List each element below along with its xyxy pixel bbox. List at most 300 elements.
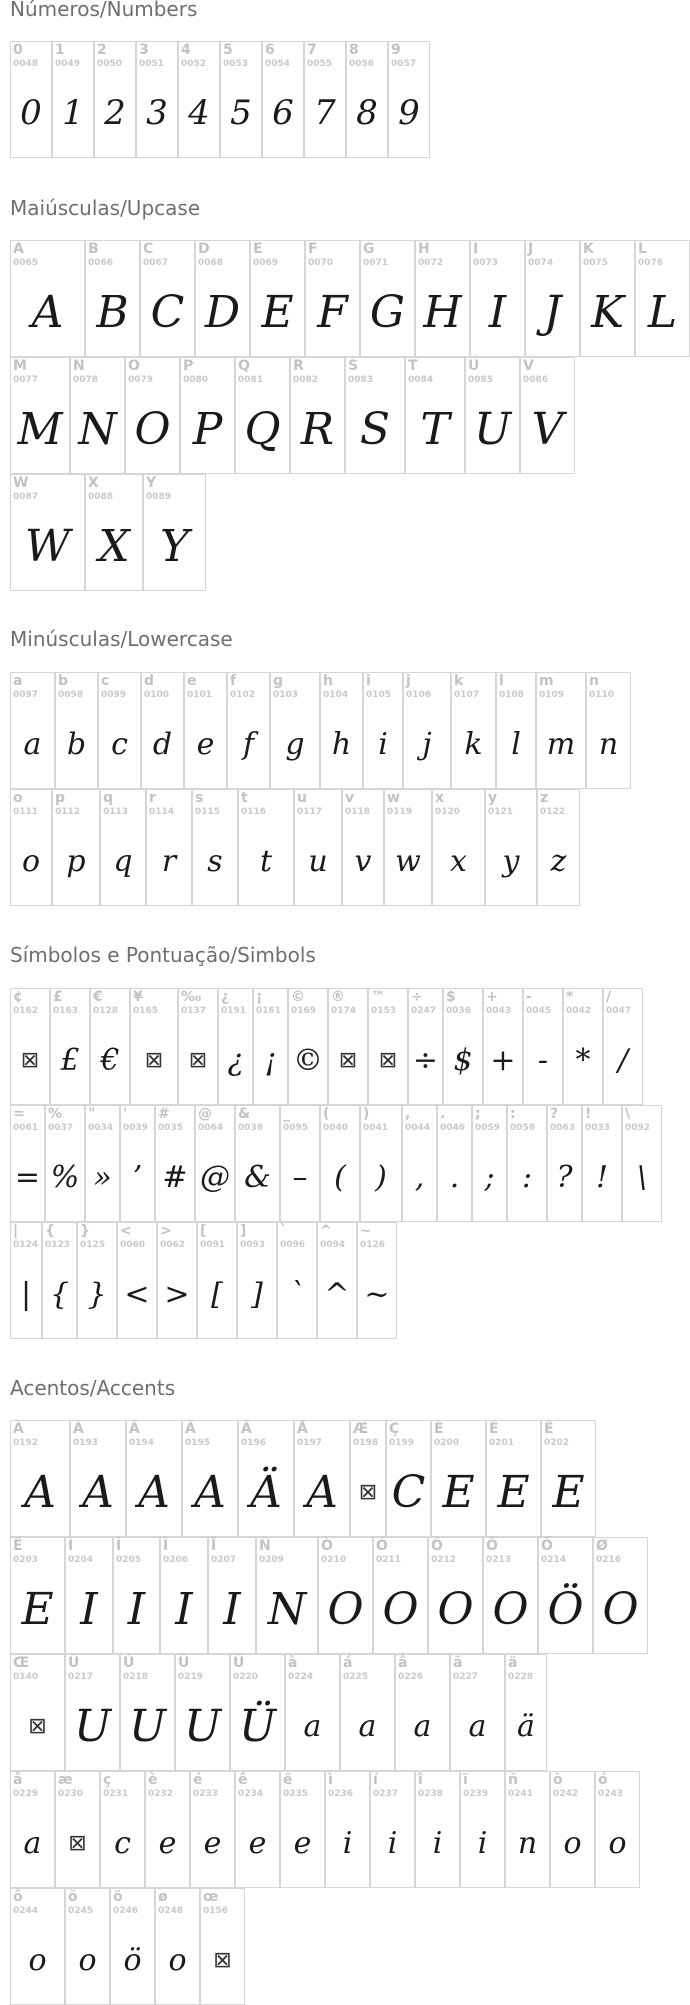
- glyph-sample: o: [21, 844, 41, 879]
- glyph-cell: [405, 357, 465, 474]
- glyph-cell: [195, 240, 250, 357]
- glyph-sample: U: [183, 1701, 222, 1752]
- glyph-cell: [328, 988, 368, 1105]
- glyph-sample: i: [378, 727, 388, 762]
- glyph-label: 7: [307, 42, 317, 58]
- glyph-code: 0162: [13, 1006, 39, 1016]
- glyph-sample: A: [194, 1467, 226, 1518]
- glyph-label: ä: [508, 1655, 518, 1671]
- glyph-cell: [541, 1420, 596, 1537]
- glyph-label: <: [120, 1223, 132, 1239]
- glyph-sample: E: [261, 287, 294, 338]
- glyph-sample: ö: [123, 1943, 142, 1978]
- glyph-label: G: [363, 241, 375, 257]
- glyph-code: 0241: [508, 1789, 534, 1799]
- glyph-label: Ç: [389, 1421, 400, 1437]
- glyph-cell: [373, 1537, 428, 1654]
- glyph-label: V: [523, 358, 534, 374]
- glyph-code: 0092: [625, 1123, 651, 1133]
- glyph-code: 0140: [13, 1672, 39, 1682]
- glyph-label: å: [13, 1772, 23, 1788]
- glyph-cell: [580, 240, 635, 357]
- glyph-sample: K: [591, 287, 624, 338]
- glyph-code: 0121: [488, 807, 514, 817]
- glyph-cell: [483, 1537, 538, 1654]
- glyph-cell: [155, 1888, 200, 2005]
- glyph-sample: A: [82, 1467, 114, 1518]
- glyph-label: Í: [116, 1538, 122, 1554]
- glyph-code: 0095: [283, 1123, 309, 1133]
- glyph-label: J: [528, 241, 534, 257]
- glyph-code: 0038: [238, 1123, 264, 1133]
- glyph-code: 0061: [13, 1123, 39, 1133]
- glyph-sample: o: [78, 1943, 97, 1978]
- glyph-label: H: [418, 241, 430, 257]
- glyph-label: I: [473, 241, 479, 257]
- glyph-code: 0091: [200, 1240, 226, 1250]
- glyph-label: n: [589, 673, 599, 689]
- glyph-label: Ê: [544, 1421, 554, 1437]
- glyph-cell: [227, 672, 270, 789]
- glyph-cell: [55, 1771, 100, 1888]
- glyph-cell: [10, 1771, 55, 1888]
- glyph-code: 0113: [103, 807, 129, 817]
- glyph-label: !: [585, 1106, 592, 1122]
- glyph-label: Ä: [241, 1421, 252, 1437]
- glyph-sample: ^: [324, 1277, 350, 1312]
- glyph-label: ™: [371, 989, 385, 1005]
- glyph-sample: ): [375, 1160, 387, 1195]
- glyph-cell: [55, 672, 98, 789]
- glyph-sample: c: [111, 727, 128, 762]
- glyph-cell: [125, 357, 180, 474]
- glyph-code: 0094: [320, 1240, 346, 1250]
- glyph-code: 0040: [323, 1123, 349, 1133]
- glyph-sample: e: [248, 1826, 267, 1861]
- glyph-sample: O: [327, 1584, 364, 1635]
- glyph-code: 0066: [88, 258, 114, 268]
- glyph-cell: [10, 789, 52, 906]
- glyph-code: 0200: [434, 1438, 460, 1448]
- missing-glyph-icon: ⊠: [378, 1048, 398, 1073]
- glyph-label: L: [638, 241, 647, 257]
- glyph-code: 0109: [539, 690, 565, 700]
- glyph-label: à: [288, 1655, 298, 1671]
- glyph-sample: #: [162, 1160, 188, 1195]
- glyph-sample: B: [96, 287, 129, 338]
- glyph-cell: [65, 1654, 120, 1771]
- glyph-code: 0060: [120, 1240, 146, 1250]
- glyph-cell: [184, 672, 227, 789]
- glyph-code: 0100: [144, 690, 170, 700]
- glyph-code: 0218: [123, 1672, 149, 1682]
- glyph-cell: [403, 672, 451, 789]
- glyph-sample: Q: [244, 404, 281, 455]
- glyph-cell: [85, 474, 143, 591]
- glyph-sample: N: [267, 1584, 307, 1635]
- glyph-cell: [126, 1420, 182, 1537]
- glyph-cell: [563, 988, 603, 1105]
- glyph-label: ô: [13, 1889, 23, 1905]
- glyph-code: 0083: [348, 375, 374, 385]
- glyph-cell: [178, 41, 220, 158]
- glyph-sample: e: [203, 1826, 222, 1861]
- glyph-label: ï: [463, 1772, 468, 1788]
- glyph-sample: i: [342, 1826, 353, 1861]
- glyph-sample: E: [442, 1467, 475, 1518]
- glyph-cell: [10, 672, 55, 789]
- glyph-code: 0111: [13, 807, 39, 817]
- glyph-label: ~: [360, 1223, 372, 1239]
- glyph-code: 0238: [418, 1789, 444, 1799]
- glyph-code: 0093: [240, 1240, 266, 1250]
- glyph-sample: p: [66, 844, 86, 879]
- missing-glyph-icon: ⊠: [68, 1831, 87, 1856]
- glyph-code: 0229: [13, 1789, 39, 1799]
- glyph-cell: [277, 1222, 317, 1339]
- glyph-label: Á: [73, 1421, 84, 1437]
- glyph-sample: @: [200, 1160, 230, 1195]
- glyph-label: z: [540, 790, 549, 806]
- glyph-cell: [180, 357, 235, 474]
- glyph-label: Q: [238, 358, 250, 374]
- glyph-cell: [42, 1222, 77, 1339]
- glyph-label: Ü: [233, 1655, 245, 1671]
- glyph-cell: [363, 672, 403, 789]
- glyph-sample: T: [420, 404, 450, 455]
- glyph-label: ø: [158, 1889, 168, 1905]
- glyph-code: 0114: [149, 807, 175, 817]
- glyph-cell: [175, 1654, 230, 1771]
- glyph-label: =: [13, 1106, 25, 1122]
- glyph-cell: [384, 789, 432, 906]
- glyph-label: 3: [139, 42, 149, 58]
- glyph-cell: [235, 1771, 280, 1888]
- glyph-cell: [143, 474, 206, 591]
- glyph-code: 0125: [80, 1240, 106, 1250]
- glyph-label: Î: [163, 1538, 169, 1554]
- missing-glyph-icon: ⊠: [20, 1048, 40, 1073]
- glyph-sample: g: [285, 727, 305, 762]
- glyph-cell: [431, 1420, 486, 1537]
- glyph-code: 0220: [233, 1672, 259, 1682]
- glyph-sample: »: [93, 1160, 112, 1195]
- glyph-sample: o: [168, 1943, 187, 1978]
- missing-glyph-icon: ⊠: [338, 1048, 358, 1073]
- glyph-code: 0080: [183, 375, 209, 385]
- glyph-cell: [368, 988, 408, 1105]
- glyph-label: â: [398, 1655, 408, 1671]
- glyph-cell: [10, 988, 50, 1105]
- glyph-cell: [386, 1420, 431, 1537]
- glyph-code: 0075: [583, 258, 609, 268]
- glyph-cell: [220, 41, 262, 158]
- glyph-cell: [505, 1771, 550, 1888]
- glyph-code: 0069: [253, 258, 279, 268]
- glyph-code: 0211: [376, 1555, 402, 1565]
- glyph-code: 0059: [475, 1123, 501, 1133]
- glyph-code: 0056: [349, 59, 375, 69]
- glyph-label: Ú: [123, 1655, 135, 1671]
- glyph-code: 0207: [211, 1555, 237, 1565]
- glyph-code: 0239: [463, 1789, 489, 1799]
- glyph-cell: [52, 41, 94, 158]
- glyph-sample: 5: [230, 93, 252, 133]
- glyph-code: 0219: [178, 1672, 204, 1682]
- glyph-label: .: [440, 1106, 446, 1122]
- glyph-sample: |: [20, 1277, 32, 1312]
- glyph-label: ¥: [133, 989, 143, 1005]
- glyph-sample: a: [23, 727, 42, 762]
- glyph-code: 0037: [48, 1123, 74, 1133]
- glyph-code: 0063: [550, 1123, 576, 1133]
- glyph-sample: ¿: [227, 1043, 244, 1078]
- glyph-cell: [155, 1105, 195, 1222]
- glyph-code: 0161: [256, 1006, 282, 1016]
- glyph-sample: O: [602, 1584, 639, 1635]
- glyph-label: €: [93, 989, 103, 1005]
- glyph-code: 0071: [363, 258, 389, 268]
- glyph-cell: [85, 240, 140, 357]
- glyph-cell: [65, 1537, 113, 1654]
- glyph-label: 5: [223, 42, 233, 58]
- glyph-code: 0054: [265, 59, 291, 69]
- glyph-sample: A: [24, 1467, 56, 1518]
- glyph-cell: [238, 1420, 294, 1537]
- glyph-label: r: [149, 790, 156, 806]
- glyph-cell: [290, 357, 345, 474]
- glyph-cell: [146, 789, 192, 906]
- glyph-cell: [288, 988, 328, 1105]
- glyph-cell: [402, 1105, 437, 1222]
- glyph-label: Å: [297, 1421, 308, 1437]
- glyph-code: 0246: [113, 1906, 139, 1916]
- glyph-cell: [428, 1537, 483, 1654]
- glyph-code: 0070: [308, 258, 334, 268]
- glyph-code: 0102: [230, 690, 256, 700]
- glyph-code: 0232: [148, 1789, 174, 1799]
- glyph-code: 0048: [13, 59, 39, 69]
- glyph-label: @: [198, 1106, 212, 1122]
- glyph-cell: [10, 41, 52, 158]
- glyph-code: 0236: [328, 1789, 354, 1799]
- glyph-cell: [317, 1222, 357, 1339]
- glyph-sample: –: [292, 1160, 308, 1195]
- glyph-code: 0072: [418, 258, 444, 268]
- missing-glyph-icon: ⊠: [28, 1714, 47, 1739]
- glyph-cell: [536, 672, 586, 789]
- glyph-sample: Y: [159, 521, 190, 572]
- glyph-code: 0194: [129, 1438, 155, 1448]
- glyph-label: +: [486, 989, 498, 1005]
- glyph-label: P: [183, 358, 194, 374]
- glyph-label: (: [323, 1106, 330, 1122]
- glyph-label: ë: [283, 1772, 293, 1788]
- glyph-label: Ñ: [259, 1538, 271, 1554]
- glyph-sample: 0: [20, 93, 42, 133]
- glyph-sample: €: [100, 1043, 120, 1078]
- glyph-cell: [230, 1654, 285, 1771]
- glyph-code: 0108: [499, 690, 525, 700]
- glyph-code: 0074: [528, 258, 554, 268]
- glyph-label: _: [283, 1106, 290, 1122]
- glyph-cell: [485, 789, 537, 906]
- glyph-code: 0224: [288, 1672, 314, 1682]
- glyph-sample: h: [331, 727, 352, 762]
- glyph-sample: ¡: [264, 1043, 277, 1078]
- glyph-cell: [432, 789, 485, 906]
- glyph-label: c: [101, 673, 110, 689]
- glyph-sample: a: [303, 1709, 322, 1744]
- glyph-code: 0067: [143, 258, 169, 268]
- glyph-label: é: [193, 1772, 203, 1788]
- glyph-sample: *: [575, 1043, 591, 1078]
- glyph-label: Â: [129, 1421, 140, 1437]
- missing-glyph-icon: ⊠: [358, 1480, 378, 1505]
- glyph-cell: [523, 988, 563, 1105]
- glyph-sample: (: [334, 1160, 346, 1195]
- glyph-label: ": [88, 1106, 96, 1122]
- glyph-code: 0052: [181, 59, 207, 69]
- glyph-code: 0244: [13, 1906, 39, 1916]
- glyph-code: 0216: [596, 1555, 622, 1565]
- glyph-sample: !: [595, 1160, 609, 1195]
- glyph-sample: +: [490, 1043, 516, 1078]
- glyph-code: 0112: [55, 807, 81, 817]
- glyph-cell: [550, 1771, 595, 1888]
- glyph-code: 0081: [238, 375, 264, 385]
- glyph-label: ¿: [221, 989, 230, 1005]
- glyph-sample: $: [453, 1043, 473, 1078]
- glyph-sample: I: [80, 1584, 98, 1635]
- glyph-label: Æ: [353, 1421, 369, 1437]
- glyph-label: `: [280, 1223, 287, 1239]
- glyph-code: 0137: [181, 1006, 207, 1016]
- glyph-label: ,: [405, 1106, 411, 1122]
- glyph-code: 0068: [198, 258, 224, 268]
- glyph-code: 0089: [146, 492, 172, 502]
- glyph-cell: [525, 240, 580, 357]
- glyph-label: d: [144, 673, 155, 689]
- glyph-code: 0035: [158, 1123, 184, 1133]
- glyph-label: {: [45, 1223, 55, 1239]
- glyph-label: t: [241, 790, 248, 806]
- glyph-sample: O: [492, 1584, 529, 1635]
- glyph-cell: [113, 1537, 160, 1654]
- glyph-sample: [: [211, 1277, 223, 1312]
- glyph-label: õ: [68, 1889, 78, 1905]
- glyph-cell: [505, 1654, 547, 1771]
- glyph-cell: [360, 1105, 402, 1222]
- glyph-cell: [141, 672, 184, 789]
- glyph-code: 0243: [598, 1789, 624, 1799]
- glyph-code: 0044: [405, 1123, 431, 1133]
- glyph-label: /: [606, 989, 612, 1005]
- glyph-cell: [345, 357, 405, 474]
- glyph-code: 0192: [13, 1438, 39, 1448]
- glyph-label: ñ: [508, 1772, 518, 1788]
- glyph-label: ): [363, 1106, 370, 1122]
- glyph-label: K: [583, 241, 594, 257]
- glyph-label: ©: [291, 989, 305, 1005]
- glyph-sample: }: [87, 1277, 107, 1312]
- glyph-cell: [85, 1105, 120, 1222]
- glyph-code: 0110: [589, 690, 615, 700]
- glyph-code: 0107: [454, 690, 480, 700]
- glyph-cell: [270, 672, 320, 789]
- glyph-code: 0124: [13, 1240, 39, 1250]
- glyph-code: 0199: [389, 1438, 415, 1448]
- glyph-code: 0193: [73, 1438, 99, 1448]
- glyph-sample: i: [477, 1826, 488, 1861]
- glyph-label: œ: [203, 1889, 219, 1905]
- glyph-sample: t: [259, 844, 273, 879]
- glyph-cell: [395, 1654, 450, 1771]
- glyph-code: 0123: [45, 1240, 71, 1250]
- glyph-sample: x: [450, 844, 467, 879]
- missing-glyph-icon: ⊠: [188, 1048, 208, 1073]
- glyph-code: 0106: [406, 690, 432, 700]
- glyph-code: 0165: [133, 1006, 159, 1016]
- glyph-label: j: [406, 673, 411, 689]
- glyph-cell: [520, 357, 575, 474]
- glyph-sample: A: [138, 1467, 170, 1518]
- glyph-code: 0096: [280, 1240, 306, 1250]
- glyph-label: ò: [553, 1772, 563, 1788]
- glyph-label: Ó: [376, 1538, 388, 1554]
- glyph-cell: [250, 240, 305, 357]
- glyph-code: 0046: [440, 1123, 466, 1133]
- glyph-label: %: [48, 1106, 63, 1122]
- glyph-sample: n: [517, 1826, 538, 1861]
- glyph-code: 0201: [489, 1438, 515, 1448]
- glyph-cell: [45, 1105, 85, 1222]
- glyph-code: 0049: [55, 59, 81, 69]
- glyph-label: E: [253, 241, 263, 257]
- glyph-code: 0053: [223, 59, 249, 69]
- glyph-code: 0104: [323, 690, 349, 700]
- glyph-code: 0058: [510, 1123, 536, 1133]
- glyph-cell: [120, 1654, 175, 1771]
- glyph-code: 0242: [553, 1789, 579, 1799]
- glyph-sample: a: [23, 1826, 42, 1861]
- glyph-sample: ÷: [412, 1043, 439, 1078]
- glyph-code: 0214: [541, 1555, 567, 1565]
- glyph-label: Û: [178, 1655, 190, 1671]
- glyph-sample: 3: [146, 93, 168, 133]
- glyph-cell: [415, 240, 470, 357]
- glyph-sample: 6: [272, 93, 294, 133]
- glyph-cell: [190, 1771, 235, 1888]
- glyph-sample: d: [152, 727, 173, 762]
- glyph-code: 0119: [387, 807, 413, 817]
- glyph-cell: [10, 1105, 45, 1222]
- glyph-sample: %: [50, 1160, 80, 1195]
- glyph-cell: [70, 1420, 126, 1537]
- glyph-code: 0116: [241, 807, 267, 817]
- glyph-cell: [285, 1654, 340, 1771]
- glyph-cell: [253, 988, 288, 1105]
- glyph-sample: I: [223, 1584, 241, 1635]
- glyph-cell: [486, 1420, 541, 1537]
- glyph-label: ®: [331, 989, 345, 1005]
- glyph-cell: [10, 1222, 42, 1339]
- glyph-sample: a: [358, 1709, 377, 1744]
- glyph-sample: .: [449, 1160, 460, 1195]
- glyph-cell: [294, 1420, 350, 1537]
- glyph-sample: i: [432, 1826, 443, 1861]
- glyph-code: 0062: [160, 1240, 186, 1250]
